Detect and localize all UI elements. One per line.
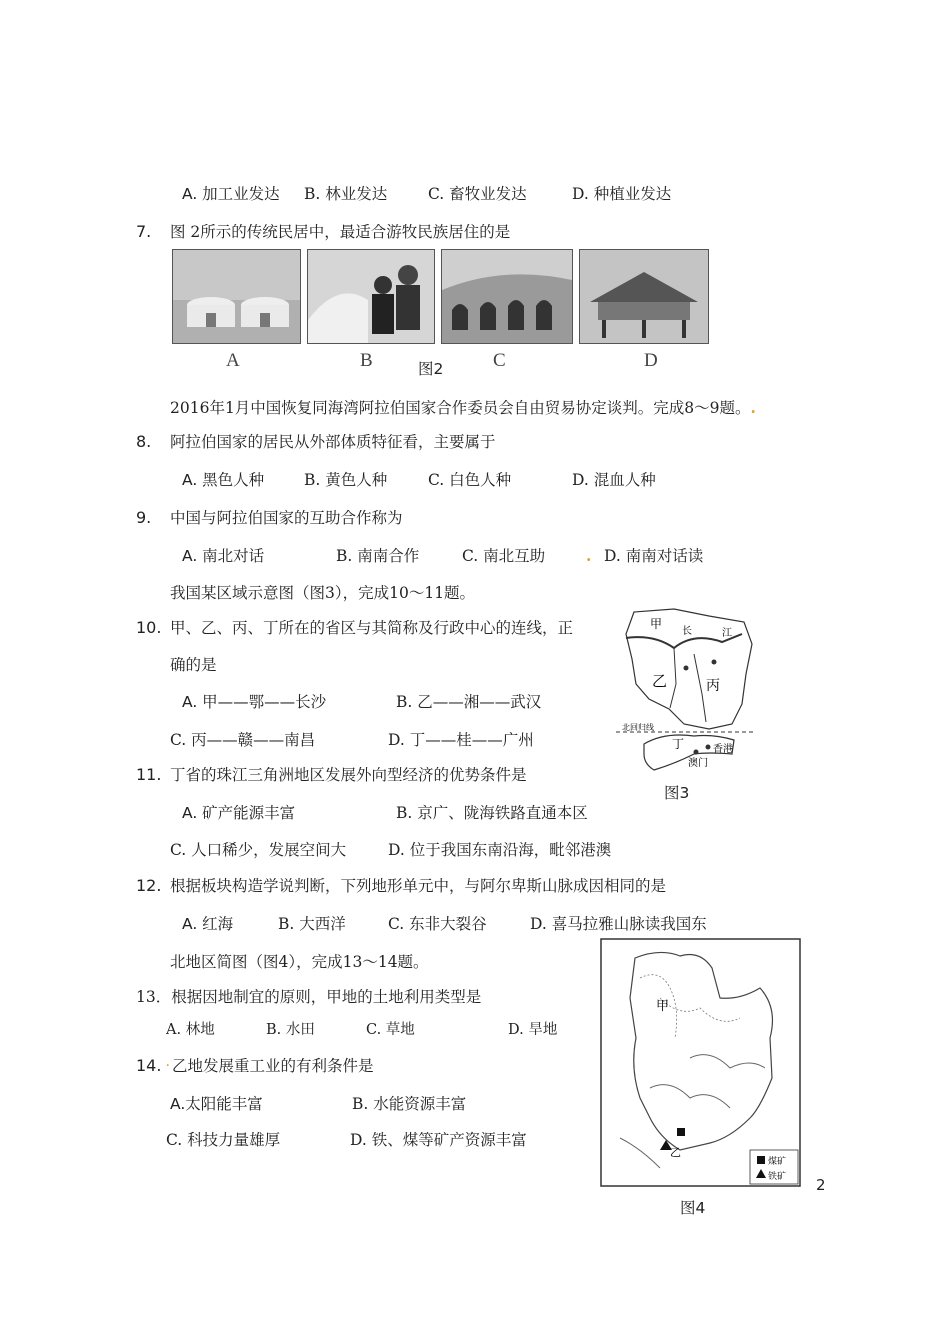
figure-3-caption: 图3 (664, 784, 690, 802)
q14-option-c: C. 科技力量雄厚 (166, 1131, 281, 1149)
q10-option-a: A. 甲——鄂——长沙 (182, 693, 327, 711)
q14-option-a: A.太阳能丰富 (170, 1095, 263, 1113)
fig3-label-tropic: 北回归线 (622, 723, 654, 732)
decorative-dot: . (586, 546, 592, 565)
figure-2-caption: 图2 (418, 360, 444, 378)
q14-number: 14. (136, 1056, 162, 1075)
q6-option-b: B. 林业发达 (304, 185, 388, 203)
q8-number: 8. (136, 432, 152, 451)
q13-option-a: A. 林地 (166, 1022, 215, 1038)
q12-stem: 根据板块构造学说判断，下列地形单元中，与阿尔卑斯山脉成因相同的是 (170, 877, 667, 895)
q9-stem: 中国与阿拉伯国家的互助合作称为 (170, 509, 403, 527)
q12-option-c: C. 东非大裂谷 (388, 915, 487, 933)
fig3-label-bing: 丙 (706, 678, 720, 694)
q8-option-d: D. 混血人种 (572, 471, 656, 489)
q11-stem: 丁省的珠江三角洲地区发展外向型经济的优势条件是 (170, 766, 527, 784)
q10-stem-line1: 甲、乙、丙、丁所在的省区与其简称及行政中心的连线，正 (170, 619, 574, 637)
intro-10-11: 我国某区域示意图（图3），完成10～11题。 (170, 584, 476, 602)
q10-number: 10. (136, 618, 162, 637)
figure-3-map (614, 604, 760, 776)
q11-option-b: B. 京广、陇海铁路直通本区 (396, 804, 588, 822)
q6-option-a: A. 加工业发达 (182, 185, 280, 203)
q12-number: 12. (136, 876, 162, 895)
q8-option-b: B. 黄色人种 (304, 471, 388, 489)
fig3-label-hk: 香港 (713, 744, 733, 755)
q10-option-c: C. 丙——赣——南昌 (170, 731, 316, 749)
photo-label-a: A (226, 350, 240, 371)
photo-label-b: B (360, 350, 373, 371)
coal-mine-symbol (677, 1128, 685, 1136)
q12-option-b: B. 大西洋 (278, 915, 346, 933)
intro-8-9: 2016年1月中国恢复同海湾阿拉伯国家合作委员会自由贸易协定谈判。完成8～9题。. (170, 398, 756, 417)
fig4-legend-coal: 煤矿 (768, 1157, 787, 1167)
q8-option-a: A. 黑色人种 (182, 471, 265, 489)
q10-option-d: D. 丁——桂——广州 (388, 731, 534, 749)
photo-stilt-house (579, 249, 709, 344)
q11-number: 11. (136, 765, 162, 784)
q13-option-b: B. 水田 (266, 1022, 315, 1038)
fig3-label-jiang: 江 (722, 628, 732, 639)
fig3-label-macau: 澳门 (688, 758, 708, 769)
q13-option-c: C. 草地 (366, 1022, 415, 1038)
q11-option-d: D. 位于我国东南沿海，毗邻港澳 (388, 841, 612, 859)
photo-label-c: C (493, 350, 506, 371)
q14-option-b: B. 水能资源丰富 (352, 1095, 467, 1113)
q8-stem: 阿拉伯国家的居民从外部体质特征看，主要属于 (170, 433, 496, 451)
fig3-label-jia: 甲 (650, 617, 663, 631)
q7-number: 7. (136, 222, 152, 241)
q13-option-d: D. 旱地 (508, 1022, 558, 1038)
q14-stem: 乙地发展重工业的有利条件是 (172, 1057, 374, 1075)
q9-option-a: A. 南北对话 (182, 547, 265, 565)
q6-option-c: C. 畜牧业发达 (428, 185, 527, 203)
fig4-label-yi: 乙 (670, 1146, 681, 1159)
fig3-label-ding: 丁 (672, 737, 685, 751)
page-number: 2 (816, 1176, 826, 1194)
q13-stem: 13．根据因地制宜的原则，甲地的土地利用类型是 (136, 988, 482, 1006)
photo-label-d: D (644, 350, 658, 371)
q11-option-a: A. 矿产能源丰富 (182, 804, 296, 822)
fig4-legend-iron: 铁矿 (768, 1172, 787, 1182)
photo-yurt (172, 249, 301, 344)
q7-stem: 图 2所示的传统民居中，最适合游牧民族居住的是 (170, 223, 511, 241)
q10-option-b: B. 乙——湘——武汉 (396, 693, 542, 711)
decorative-dot-2: . (166, 1058, 170, 1069)
photo-cave-dwelling (441, 249, 573, 344)
fig4-label-jia: 甲 (656, 999, 670, 1014)
q12-option-d: D. 喜马拉雅山脉读我国东 (530, 915, 707, 933)
fig3-label-chang: 长 (682, 626, 692, 637)
q14-option-d: D. 铁、煤等矿产资源丰富 (350, 1131, 527, 1149)
q6-option-d: D. 种植业发达 (572, 185, 672, 203)
q9-number: 9. (136, 508, 152, 527)
photo-igloo (307, 249, 435, 344)
figure-4-caption: 图4 (680, 1199, 706, 1217)
intro-13-14: 北地区简图（图4），完成13～14题。 (170, 953, 429, 971)
q10-stem-line2: 确的是 (170, 656, 217, 674)
q9-option-c: C. 南北互助 (462, 547, 546, 565)
fig3-label-yi: 乙 (652, 672, 668, 690)
q12-option-a: A. 红海 (182, 915, 234, 933)
figure-4-map (600, 938, 802, 1188)
q9-option-d: D. 南南对话读 (604, 547, 704, 565)
q11-option-c: C. 人口稀少，发展空间大 (170, 841, 347, 859)
q9-option-b: B. 南南合作 (336, 547, 420, 565)
q8-option-c: C. 白色人种 (428, 471, 512, 489)
